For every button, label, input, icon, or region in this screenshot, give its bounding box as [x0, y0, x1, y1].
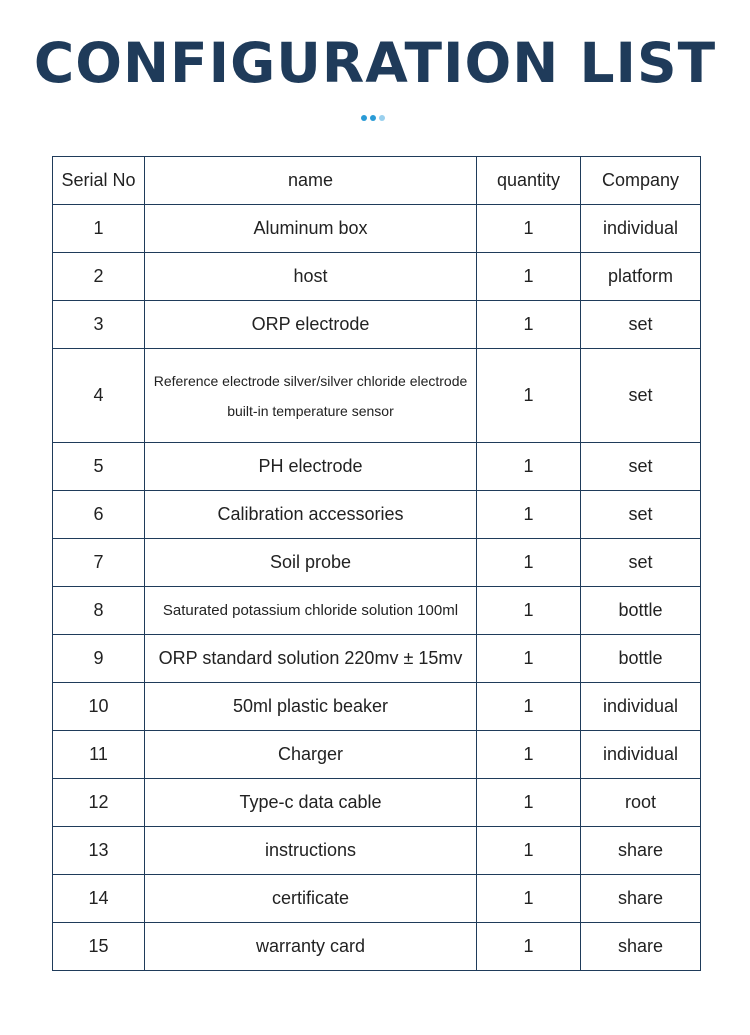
cell-company: share [581, 875, 701, 923]
cell-quantity: 1 [477, 253, 581, 301]
dot-icon [361, 115, 367, 121]
cell-quantity: 1 [477, 539, 581, 587]
cell-name [145, 349, 477, 443]
table-row [53, 683, 701, 731]
table-row [53, 779, 701, 827]
cell-company: individual [581, 683, 701, 731]
cell-quantity: 1 [477, 635, 581, 683]
table-row [53, 635, 701, 683]
cell-quantity: 1 [477, 587, 581, 635]
table-row [53, 587, 701, 635]
cell-quantity: 1 [477, 923, 581, 971]
cell-quantity: 1 [477, 301, 581, 349]
cell-name: Soil probe [145, 539, 477, 587]
table-row [53, 205, 701, 253]
cell-name: ORP electrode [145, 301, 477, 349]
cell-name: 50ml plastic beaker [145, 683, 477, 731]
table-row [53, 923, 701, 971]
header-name: name [145, 157, 477, 205]
cell-serial: 14 [53, 875, 145, 923]
table-row [53, 827, 701, 875]
cell-name: instructions [145, 827, 477, 875]
page-title: CONFIGURATION LIST [33, 31, 717, 95]
table-row [53, 491, 701, 539]
cell-quantity: 1 [477, 827, 581, 875]
cell-company: individual [581, 205, 701, 253]
cell-name: Calibration accessories [145, 491, 477, 539]
cell-name: Saturated potassium chloride solution 100ml [145, 587, 477, 635]
cell-quantity: 1 [477, 731, 581, 779]
cell-serial: 3 [53, 301, 145, 349]
cell-name: host [145, 253, 477, 301]
table-row [53, 539, 701, 587]
cell-company: share [581, 827, 701, 875]
table-row [53, 349, 701, 443]
cell-company: set [581, 301, 701, 349]
cell-name: warranty card [145, 923, 477, 971]
cell-quantity: 1 [477, 443, 581, 491]
cell-company: bottle [581, 635, 701, 683]
cell-name: PH electrode [145, 443, 477, 491]
cell-serial: 8 [53, 587, 145, 635]
header-serial-no: Serial No [53, 157, 145, 205]
cell-company: set [581, 539, 701, 587]
cell-name-line: built-in temperature sensor [227, 402, 394, 419]
dot-icon [379, 115, 385, 121]
cell-quantity: 1 [477, 205, 581, 253]
header-quantity: quantity [477, 157, 581, 205]
cell-quantity: 1 [477, 779, 581, 827]
cell-serial: 4 [53, 349, 145, 443]
cell-name: ORP standard solution 220mv ± 15mv [145, 635, 477, 683]
decorative-dots [361, 115, 385, 121]
cell-serial: 2 [53, 253, 145, 301]
cell-company: set [581, 349, 701, 443]
cell-serial: 12 [53, 779, 145, 827]
header-company: Company [581, 157, 701, 205]
cell-name: certificate [145, 875, 477, 923]
cell-quantity: 1 [477, 491, 581, 539]
cell-name: Type-c data cable [145, 779, 477, 827]
cell-company: bottle [581, 587, 701, 635]
cell-serial: 7 [53, 539, 145, 587]
dot-icon [370, 115, 376, 121]
cell-company: set [581, 443, 701, 491]
cell-name-line: Reference electrode silver/silver chloride electrode [153, 372, 468, 389]
table-row [53, 731, 701, 779]
cell-company: platform [581, 253, 701, 301]
cell-serial: 1 [53, 205, 145, 253]
cell-quantity: 1 [477, 875, 581, 923]
cell-name: Charger [145, 731, 477, 779]
cell-company: root [581, 779, 701, 827]
table-header-row [53, 157, 701, 205]
cell-serial: 13 [53, 827, 145, 875]
cell-serial: 6 [53, 491, 145, 539]
table-row [53, 443, 701, 491]
cell-company: share [581, 923, 701, 971]
cell-serial: 9 [53, 635, 145, 683]
table-row [53, 301, 701, 349]
cell-quantity: 1 [477, 349, 581, 443]
cell-company: individual [581, 731, 701, 779]
cell-quantity: 1 [477, 683, 581, 731]
table-row [53, 253, 701, 301]
configuration-table [52, 156, 701, 971]
cell-serial: 11 [53, 731, 145, 779]
cell-company: set [581, 491, 701, 539]
table-row [53, 875, 701, 923]
cell-name: Aluminum box [145, 205, 477, 253]
cell-serial: 5 [53, 443, 145, 491]
cell-serial: 15 [53, 923, 145, 971]
cell-serial: 10 [53, 683, 145, 731]
